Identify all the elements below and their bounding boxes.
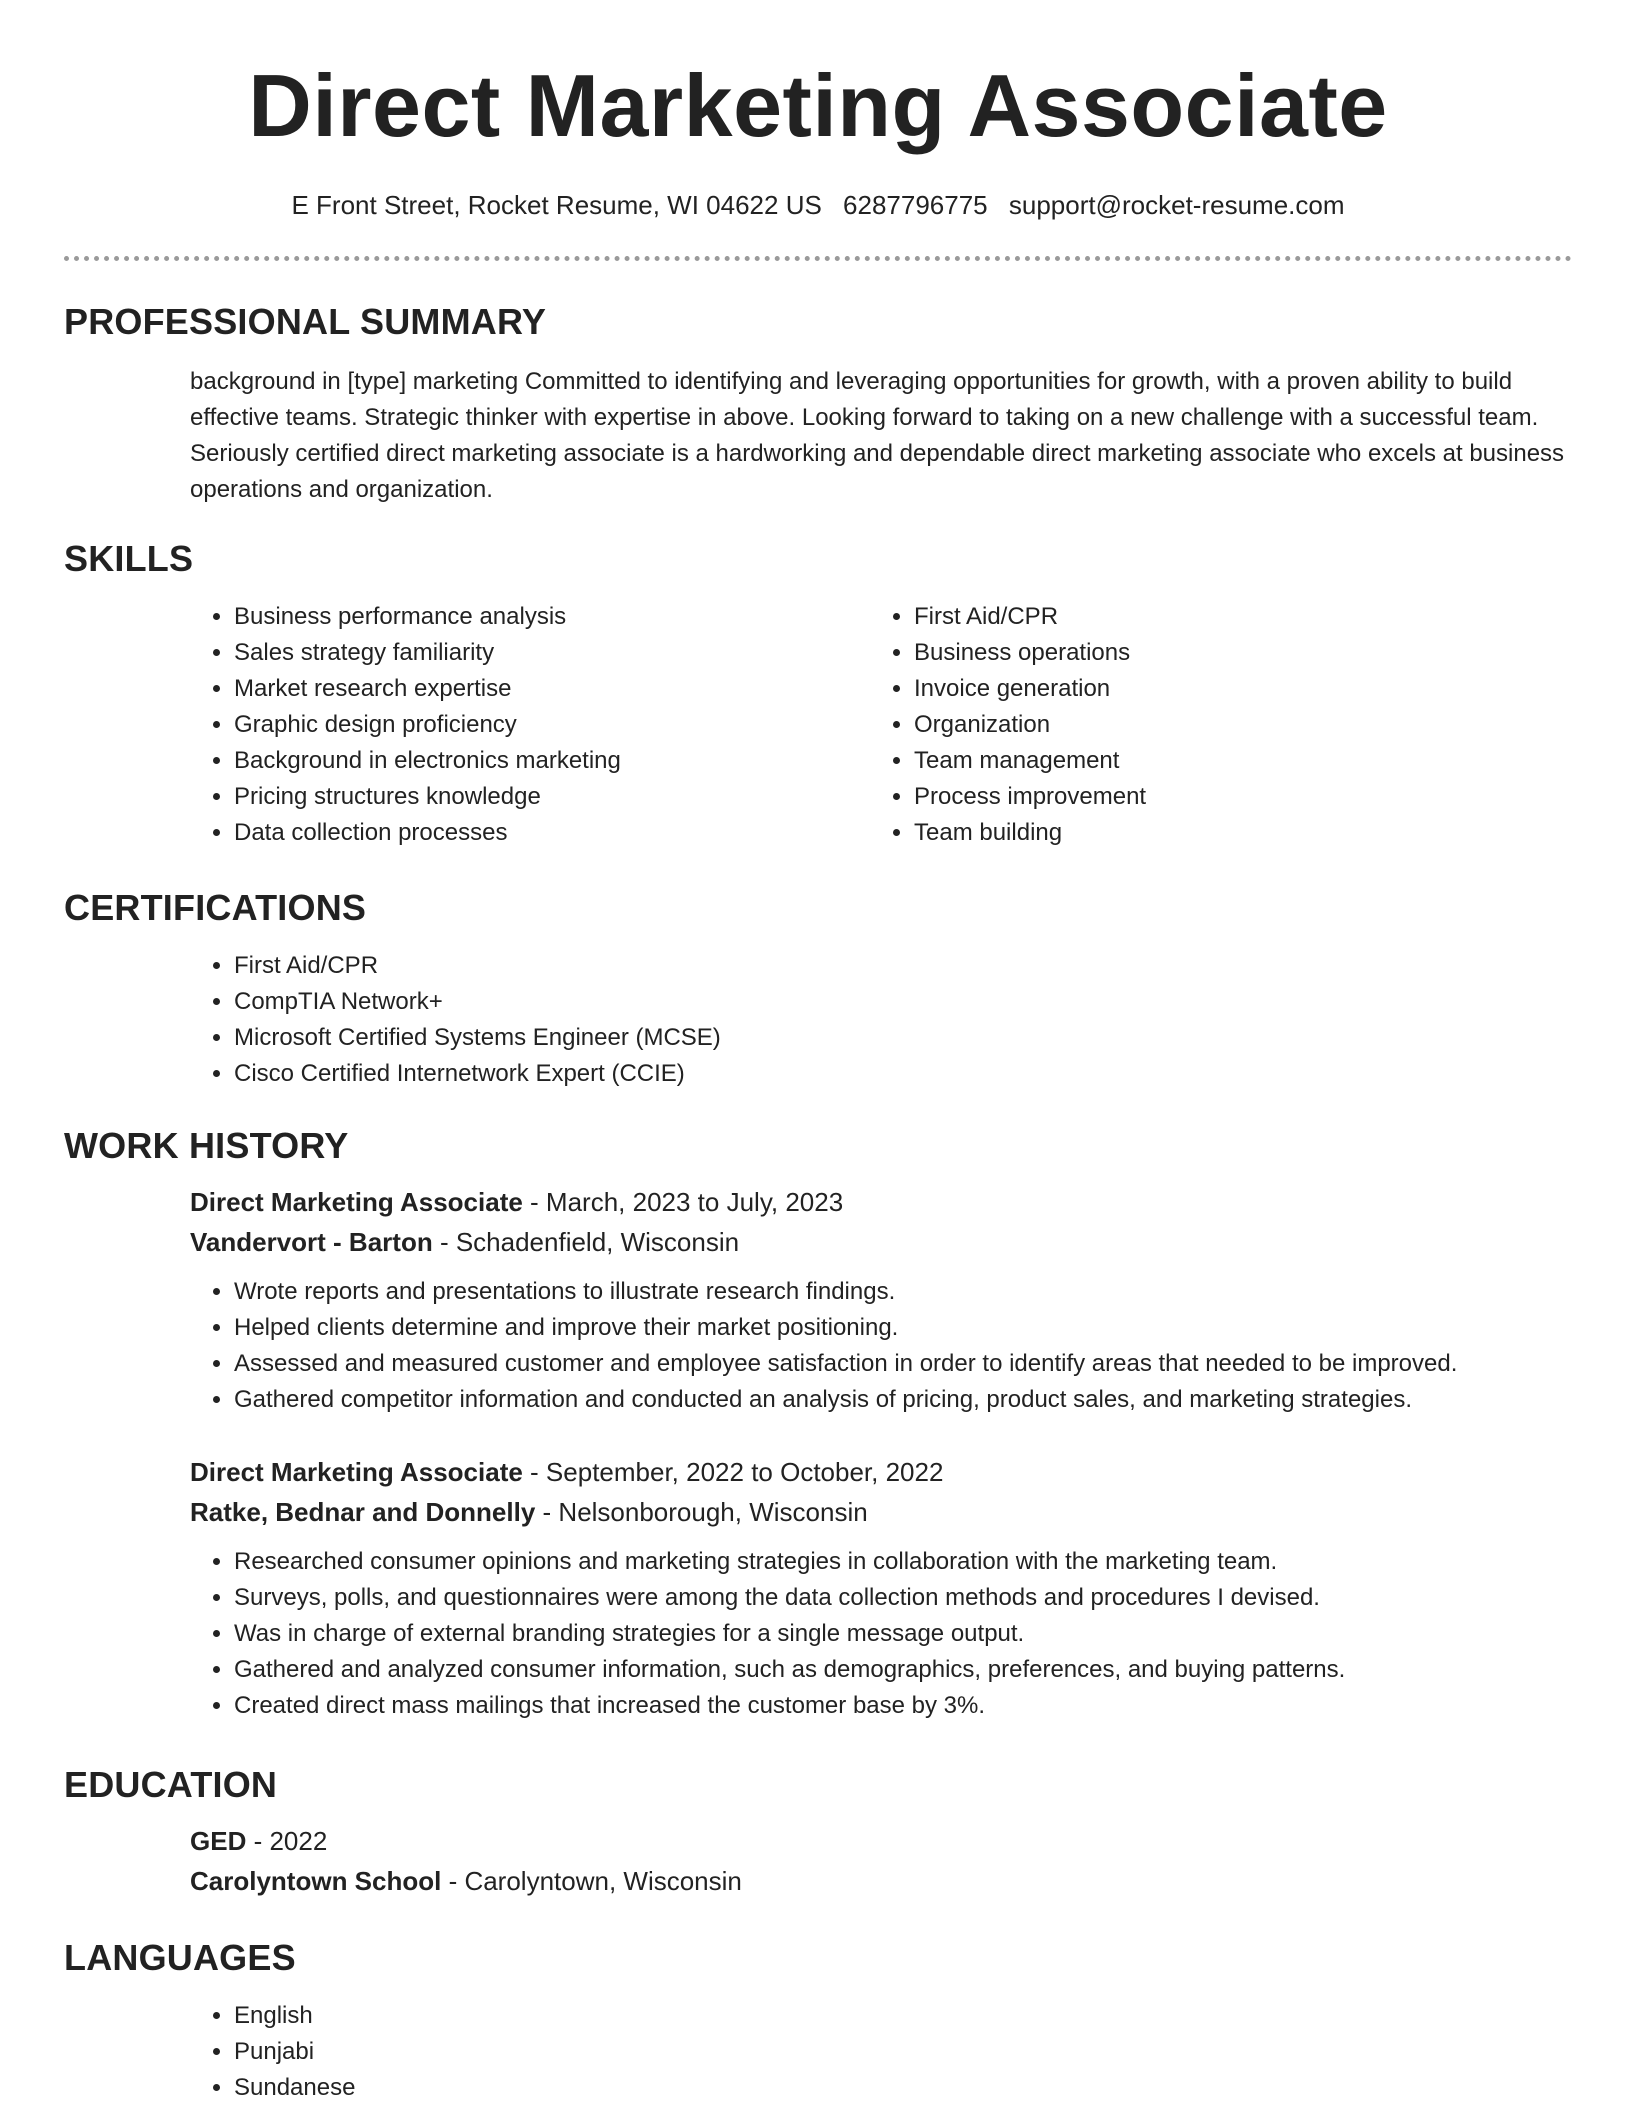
list-item: • Helped clients determine and improve their market positioning. (234, 1310, 1572, 1346)
list-item: • Wrote reports and presentations to illustrate research findings. (234, 1274, 1572, 1310)
job-dates: - March, 2023 to July, 2023 (522, 1187, 844, 1217)
job-dates: - September, 2022 to October, 2022 (522, 1457, 944, 1487)
education-year: - 2022 (246, 1826, 328, 1856)
section-title-work: WORK HISTORY (64, 1125, 349, 1166)
list-item: • Organization (914, 707, 1550, 743)
list-item: • Pricing structures knowledge (234, 779, 870, 815)
list-item: • Gathered competitor information and conducted an analysis of pricing, product sales, and marketing strategies. (234, 1382, 1572, 1418)
list-item: • Was in charge of external branding strategies for a single message output. (234, 1616, 1572, 1652)
section-title-certifications: CERTIFICATIONS (64, 887, 367, 928)
education-school: Carolyntown School (190, 1866, 442, 1896)
job-location: - Schadenfield, Wisconsin (432, 1227, 740, 1257)
list-item: • Team management (914, 743, 1550, 779)
education-entry (190, 1821, 1572, 1901)
list-item: • First Aid/CPR (914, 599, 1550, 635)
summary-section (64, 300, 1572, 508)
resume-name: Direct Marketing Associate (248, 56, 1388, 155)
list-item: • Gathered and analyzed consumer information, such as demographics, preferences, and buying patterns. (234, 1652, 1572, 1688)
job-role: Direct Marketing Associate (190, 1457, 523, 1487)
job-title-line (190, 1182, 1572, 1222)
list-item: • Created direct mass mailings that increased the customer base by 3%. (234, 1688, 1572, 1724)
contact-phone: 6287796775 (843, 190, 988, 220)
job-company-line (190, 1492, 1572, 1532)
contact-line (64, 188, 1572, 222)
skills-column-right (870, 599, 1550, 851)
list-item: • Sales strategy familiarity (234, 635, 870, 671)
certifications-section (64, 886, 1572, 1092)
education-degree-line (190, 1821, 1572, 1861)
list-item: • Researched consumer opinions and marketing strategies in collaboration with the marketing team. (234, 1544, 1572, 1580)
skills-column-left (190, 599, 870, 851)
list-item: • English (234, 1998, 1572, 2034)
job-title-line (190, 1452, 1572, 1492)
resume-page (64, 0, 1572, 2101)
skills-columns (190, 599, 1572, 851)
certifications-list (190, 948, 1572, 1092)
languages-list (190, 1998, 1572, 2106)
job-company-line (190, 1222, 1572, 1262)
section-title-languages: LANGUAGES (64, 1937, 296, 1978)
header-divider (64, 256, 1572, 261)
job-company: Vandervort - Barton (190, 1227, 433, 1257)
job-location: - Nelsonborough, Wisconsin (535, 1497, 868, 1527)
list-item: • Cisco Certified Internetwork Expert (CCIE) (234, 1056, 1572, 1092)
list-item: • Graphic design proficiency (234, 707, 870, 743)
section-title-education: EDUCATION (64, 1764, 278, 1805)
job-role: Direct Marketing Associate (190, 1187, 523, 1217)
job-entry (190, 1452, 1572, 1724)
list-item: • Data collection processes (234, 815, 870, 851)
list-item: • First Aid/CPR (234, 948, 1572, 984)
contact-address: E Front Street, Rocket Resume, WI 04622 US (291, 190, 822, 220)
list-item: • Market research expertise (234, 671, 870, 707)
section-title-skills: SKILLS (64, 538, 194, 579)
education-location: - Carolyntown, Wisconsin (441, 1866, 742, 1896)
skills-section (64, 537, 1572, 851)
list-item: • Sundanese (234, 2070, 1572, 2106)
education-school-line (190, 1861, 1572, 1901)
list-item: • Business performance analysis (234, 599, 870, 635)
job-company: Ratke, Bednar and Donnelly (190, 1497, 536, 1527)
list-item: • Invoice generation (914, 671, 1550, 707)
list-item: • Assessed and measured customer and employee satisfaction in order to identify areas that needed to be improved. (234, 1346, 1572, 1382)
list-item: • Microsoft Certified Systems Engineer (MCSE) (234, 1020, 1572, 1056)
section-title-summary: PROFESSIONAL SUMMARY (64, 301, 547, 342)
list-item: • Surveys, polls, and questionnaires were among the data collection methods and procedures I devised. (234, 1580, 1572, 1616)
summary-text: background in [type] marketing Committed to identifying and leveraging opportunities for growth, with a proven ability to build effective teams. Strategic thinker with expertise in above. Looking forward to taking on a new challenge with a successful team. Seriously certified direct marketing associate is a hardworking and dependable direct marketing associate who excels at business operations and organization. (190, 368, 1565, 503)
list-item: • Punjabi (234, 2034, 1572, 2070)
list-item: • Process improvement (914, 779, 1550, 815)
list-item: • CompTIA Network+ (234, 984, 1572, 1020)
list-item: • Background in electronics marketing (234, 743, 870, 779)
languages-section (64, 1936, 1572, 2106)
job-entry (190, 1182, 1572, 1418)
contact-email: support@rocket-resume.com (1008, 190, 1345, 220)
education-section (64, 1763, 1572, 1901)
education-degree: GED (190, 1826, 247, 1856)
work-history-section (64, 1124, 1572, 1724)
list-item: • Team building (914, 815, 1550, 851)
list-item: • Business operations (914, 635, 1550, 671)
